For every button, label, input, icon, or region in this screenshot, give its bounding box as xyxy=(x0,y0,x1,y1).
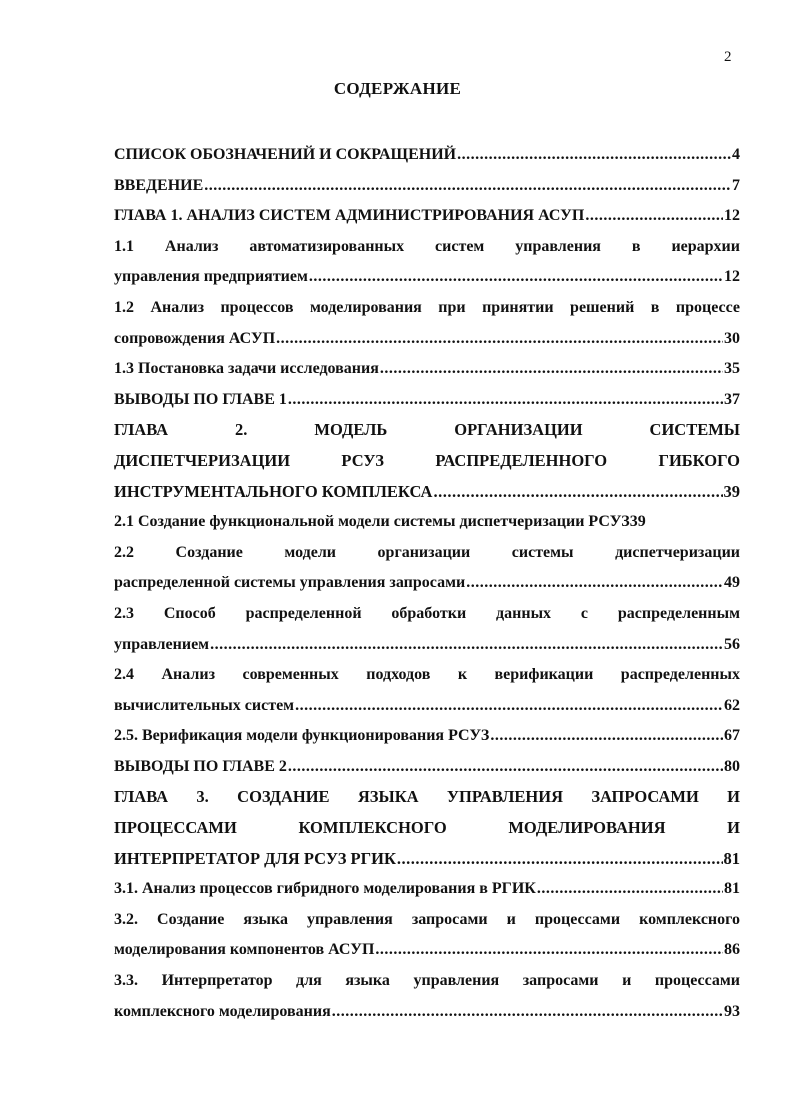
toc-entry-title: СПИСОК ОБОЗНАЧЕНИЙ И СОКРАЩЕНИЙ xyxy=(114,146,457,163)
toc-entry[interactable] xyxy=(114,293,740,354)
dot-leader xyxy=(309,262,723,293)
toc-entry[interactable] xyxy=(114,752,740,783)
toc-entry[interactable] xyxy=(114,874,740,905)
dot-leader xyxy=(276,324,723,355)
toc-entry-title-line: 2.3 Способ распределенной обработки данных с распределенным xyxy=(114,604,740,622)
toc-page-number: 86 xyxy=(724,941,740,959)
toc-entry-title-line: ПРОЦЕССАМИ КОМПЛЕКСНОГО МОДЕЛИРОВАНИЯ И xyxy=(114,818,740,838)
dot-leader xyxy=(204,171,731,202)
toc-page-number: 67 xyxy=(724,727,740,745)
toc-entry-title-line: ИНСТРУМЕНТАЛЬНОГО КОМПЛЕКСА xyxy=(114,481,433,501)
dot-leader xyxy=(288,752,723,783)
toc-entry[interactable] xyxy=(114,966,740,1027)
toc-entry-title: 1.3 Постановка задачи исследования xyxy=(114,360,379,378)
toc-entry-title-line: комплексного моделирования xyxy=(114,1002,331,1020)
dot-leader xyxy=(457,140,731,171)
toc-entry-title-line: 2.4 Анализ современных подходов к верификации распределенных xyxy=(114,666,740,684)
dot-leader xyxy=(332,997,723,1028)
toc-entry-title-line: управлением xyxy=(114,635,210,653)
toc-page-number: 4 xyxy=(732,146,740,163)
dot-leader xyxy=(490,721,723,752)
toc-entry-title: ВЫВОДЫ ПО ГЛАВЕ 1 xyxy=(114,390,287,408)
toc-page-number: 7 xyxy=(732,176,740,194)
table-of-contents xyxy=(114,140,740,1027)
dot-leader xyxy=(397,844,723,875)
toc-entry[interactable] xyxy=(114,782,740,874)
dot-leader xyxy=(295,691,723,722)
dot-leader xyxy=(433,477,722,508)
toc-entry[interactable] xyxy=(114,232,740,293)
toc-page-number: 80 xyxy=(724,757,740,775)
toc-entry[interactable] xyxy=(114,721,740,752)
toc-entry[interactable] xyxy=(114,140,740,171)
toc-page-number: 93 xyxy=(724,1002,740,1020)
toc-entry-title: 2.5. Верификация модели функционирования РСУЗ xyxy=(114,727,490,745)
dot-leader xyxy=(375,935,723,966)
toc-entry-title-line: ДИСПЕТЧЕРИЗАЦИИ РСУЗ РАСПРЕДЕЛЕННОГО ГИБКОГО xyxy=(114,450,740,470)
toc-page-number: 30 xyxy=(724,329,740,347)
toc-entry-title: ВВЕДЕНИЕ xyxy=(114,176,204,194)
toc-page-number: 49 xyxy=(724,574,740,592)
toc-page-number: 56 xyxy=(724,635,740,653)
toc-page-number: 39 xyxy=(629,513,646,531)
page-number: 2 xyxy=(724,49,732,65)
toc-entry-title-line: 3.2. Создание языка управления запросами и процессами комплексного xyxy=(114,910,740,928)
toc-page-number: 81 xyxy=(723,848,740,868)
toc-entry-title-line: сопровождения АСУП xyxy=(114,329,276,347)
toc-entry[interactable] xyxy=(114,415,740,507)
toc-entry[interactable] xyxy=(114,599,740,660)
toc-entry-title-line: 1.2 Анализ процессов моделирования при принятии решений в процессе xyxy=(114,298,740,316)
toc-entry-title-line: ГЛАВА 3. СОЗДАНИЕ ЯЗЫКА УПРАВЛЕНИЯ ЗАПРОСАМИ И xyxy=(114,787,740,807)
toc-entry-title-line: 3.3. Интерпретатор для языка управления запросами и процессами xyxy=(114,972,740,990)
toc-entry-title: ГЛАВА 1. АНАЛИЗ СИСТЕМ АДМИНИСТРИРОВАНИЯ АСУП xyxy=(114,207,585,225)
toc-page-number: 12 xyxy=(724,207,740,225)
toc-entry-title-line: распределенной системы управления запросами xyxy=(114,574,466,592)
dot-leader xyxy=(537,874,723,905)
toc-entry-title: 3.1. Анализ процессов гибридного моделирования в РГИК xyxy=(114,880,536,898)
toc-page-number: 81 xyxy=(724,880,740,898)
toc-entry[interactable] xyxy=(114,385,740,416)
dot-leader xyxy=(466,568,723,599)
toc-page-number: 62 xyxy=(724,696,740,714)
toc-entry-title-line: 2.2 Создание модели организации системы диспетчеризации xyxy=(114,543,740,561)
toc-entry[interactable] xyxy=(114,201,740,232)
toc-page-number: 37 xyxy=(724,390,740,408)
dot-leader xyxy=(380,354,723,385)
toc-entry-title-line: ИНТЕРПРЕТАТОР ДЛЯ РСУЗ РГИК xyxy=(114,848,396,868)
toc-entry[interactable] xyxy=(114,660,740,721)
toc-entry[interactable] xyxy=(114,354,740,385)
dot-leader xyxy=(288,385,723,416)
toc-page-number: 12 xyxy=(724,268,740,286)
toc-page-number: 35 xyxy=(724,360,740,378)
toc-entry-title: 2.1 Создание функциональной модели системы диспетчеризации РСУЗ xyxy=(114,513,630,531)
dot-leader xyxy=(210,630,723,661)
toc-entry[interactable] xyxy=(114,538,740,599)
dot-leader xyxy=(585,201,723,232)
toc-page-number: 39 xyxy=(723,481,740,501)
toc-entry-title-line: ГЛАВА 2. МОДЕЛЬ ОРГАНИЗАЦИИ СИСТЕМЫ xyxy=(114,420,740,440)
toc-entry-title-line: 1.1 Анализ автоматизированных систем управления в иерархии xyxy=(114,237,740,255)
toc-entry-title-line: управления предприятием xyxy=(114,268,308,286)
toc-entry-title-line: вычислительных систем xyxy=(114,696,295,714)
page-title: СОДЕРЖАНИЕ xyxy=(333,79,462,98)
toc-entry[interactable] xyxy=(114,171,740,202)
toc-entry-title-line: моделирования компонентов АСУП xyxy=(114,941,375,959)
toc-entry-title: ВЫВОДЫ ПО ГЛАВЕ 2 xyxy=(114,757,287,775)
toc-entry[interactable] xyxy=(114,905,740,966)
toc-entry[interactable] xyxy=(114,507,740,538)
